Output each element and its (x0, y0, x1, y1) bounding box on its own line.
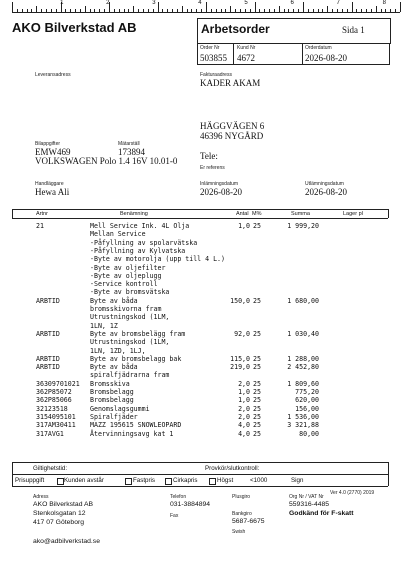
ruler-tick (352, 2, 353, 12)
ruler-number: 5 (244, 0, 248, 6)
description-cell: Bromsskiva (90, 379, 130, 388)
registration-number: EMW469 (35, 147, 71, 157)
ruler-tick (279, 6, 280, 12)
ruler-number: 8 (382, 0, 386, 6)
ruler-tick (356, 9, 357, 12)
description-cell: -Byte av motorolja (upp till 4 L.) (90, 255, 225, 264)
ruler-tick (332, 9, 333, 12)
antal-cell: 115,0 (230, 354, 250, 363)
ruler-tick (376, 6, 377, 12)
ruler-tick (313, 9, 314, 12)
description-cell: -Påfyllning av Kylvatska (90, 246, 186, 255)
ruler-tick (177, 9, 178, 12)
sign-label: Sign (291, 477, 304, 484)
m-cell: 25 (253, 329, 261, 338)
ruler-tick (46, 9, 47, 12)
ruler-tick (293, 9, 294, 12)
ruler-tick (288, 9, 289, 12)
hogst-label: Högst (217, 477, 234, 484)
m-cell: 25 (253, 379, 261, 388)
company-email[interactable]: ako@adbilverkstad.se (33, 538, 100, 545)
description-cell: Byte av båda (90, 363, 138, 372)
ruler-tick (201, 9, 202, 12)
antal-cell: 4,0 (238, 421, 250, 430)
order-box-bottom (197, 64, 390, 65)
artnr-cell: 317AVG1 (36, 429, 64, 438)
summa-cell: 2 452,80 (287, 363, 319, 372)
company-address-1: AKO Bilverkstad AB (33, 501, 94, 508)
description-cell: Bromsbelagg (90, 388, 134, 396)
ruler-tick (259, 9, 260, 12)
ruler-tick (327, 6, 328, 12)
bankgiro-label: Bankgiro (232, 511, 252, 517)
version-label: Ver 4.0 (2770) 2019 (330, 490, 375, 496)
tele-label: Tele: (200, 151, 218, 161)
description-cell: bromsskivorna fram (90, 305, 162, 313)
ruler-tick (104, 9, 105, 12)
description-cell: Genomslagsgummi (90, 404, 150, 413)
customer-street: HÄGGVÄGEN 6 (200, 121, 265, 131)
artnr-cell: ARBTID (36, 354, 60, 363)
antal-cell: 4,0 (238, 429, 250, 438)
m-cell: 25 (253, 404, 261, 413)
ruler-tick (99, 9, 100, 12)
ruler-tick (337, 9, 338, 12)
price-limit: <1000 (250, 477, 268, 484)
artnr-cell: ARBTID (36, 296, 60, 305)
ruler-tick (51, 9, 52, 12)
prisuppgift-label: Prisuppgift (15, 477, 45, 484)
ruler-tick (390, 9, 391, 12)
summa-cell: 620,00 (295, 396, 319, 405)
ruler-tick (196, 9, 197, 12)
summa-cell: 1 809,60 (287, 379, 319, 388)
ruler-tick (191, 9, 192, 12)
orderdatum: 2026-08-20 (305, 53, 347, 63)
ruler-number: 2 (106, 0, 110, 6)
artnr-cell: 3154095101 (36, 412, 76, 421)
ruler-tick (385, 9, 386, 12)
adress-label: Adress (33, 494, 49, 500)
antal-cell: 2,0 (238, 412, 250, 421)
ruler-tick (75, 9, 76, 12)
ruler-tick (167, 9, 168, 12)
description-cell: Bromsbelagg (90, 396, 134, 405)
ruler-tick (90, 9, 91, 12)
hogst-checkbox[interactable] (209, 478, 216, 485)
faktura-label: Fakturaadress (200, 72, 232, 78)
order-box-left (197, 43, 198, 64)
plusgiro-label: Plusgiro (232, 494, 251, 500)
ruler-tick (128, 9, 129, 12)
ruler-tick (162, 9, 163, 12)
fastpris-label: Fastpris (133, 477, 156, 484)
summa-cell: 1 536,00 (287, 412, 319, 421)
artnr-cell: 21 (36, 222, 44, 230)
leveransadress-label: Leveransadress (35, 72, 71, 78)
table-header-left (12, 209, 13, 218)
description-cell: -Service kontroll (90, 280, 158, 289)
referens-label: Er referens (200, 165, 225, 171)
ruler-tick (264, 9, 265, 12)
order-nr-label: Order Nr (200, 45, 220, 51)
orderdatum-label: Orderdatum (305, 45, 332, 51)
ruler-number: 6 (290, 0, 294, 6)
order-box-div1 (233, 43, 234, 64)
col-header-benamning: Benämning (120, 211, 148, 217)
kunden-label: Kunden avstår (64, 477, 104, 484)
ruler-tick (318, 9, 319, 12)
cirkapris-label: Cirkapris (173, 477, 198, 484)
telefon-label: Telefon (170, 494, 187, 500)
antal-cell: 2,0 (238, 379, 250, 388)
ruler-tick (27, 9, 28, 12)
provkor-label: Provkör/slutkontroll: (205, 465, 260, 472)
footer-box-top (12, 462, 388, 463)
col-header-antal: Antal (236, 211, 249, 217)
ruler-tick (12, 2, 13, 12)
ruler-tick (298, 9, 299, 12)
customer-name: KADER AKAM (200, 78, 261, 88)
m-cell: 25 (253, 363, 261, 372)
ruler-tick (235, 9, 236, 12)
ruler-tick (133, 6, 134, 12)
handlaggare: Hewa Ali (35, 187, 70, 197)
ruler-tick (250, 9, 251, 12)
m-cell: 25 (253, 354, 261, 363)
footer-box-right (388, 462, 389, 486)
artnr-cell: ARBTID (36, 329, 60, 338)
col-header-artnr: Artnr (36, 211, 48, 217)
antal-cell: 150,0 (230, 296, 250, 305)
m-cell: 25 (253, 421, 261, 430)
matarstall-label: Mätarställ (118, 141, 140, 147)
footer-box-left (12, 462, 13, 486)
m-cell: 25 (253, 296, 261, 305)
description-cell: Spiralfjäder (90, 412, 138, 421)
ruler-number: 3 (152, 0, 156, 6)
company-address-3: 417 07 Göteborg (33, 519, 85, 526)
description-cell: 1LN, 1ZD, 1LJ, (90, 346, 146, 355)
ruler-tick (322, 9, 323, 12)
ruler-tick (41, 9, 42, 12)
ruler-tick (361, 9, 362, 12)
table-header-bottom (12, 218, 388, 219)
artnr-cell: 362P85066 (36, 396, 72, 405)
footer-box-mid (12, 474, 388, 475)
kund-nr: 4672 (237, 53, 255, 63)
summa-cell: 1 999,20 (287, 222, 319, 230)
ruler-tick (65, 9, 66, 12)
customer-city: 46396 NYGÅRD (200, 131, 264, 141)
ruler-tick (274, 9, 275, 12)
description-cell: Utrustningskod (1LM, (90, 338, 170, 347)
summa-cell: 156,00 (295, 404, 319, 413)
inlamning-date: 2026-08-20 (200, 187, 242, 197)
matarstall: 173894 (118, 147, 145, 157)
m-cell: 25 (253, 388, 261, 396)
company-address-2: Stenkolsgatan 12 (33, 510, 86, 517)
antal-cell: 2,0 (238, 404, 250, 413)
ruler-tick (158, 2, 159, 12)
ruler-tick (124, 9, 125, 12)
ruler-tick (284, 9, 285, 12)
description-cell: Återvinningsavg kat 1 (90, 429, 174, 438)
ruler-tick (225, 9, 226, 12)
description-cell: -Byte av bromsvätska (90, 288, 170, 297)
col-header-lager: Lager pl (343, 211, 363, 217)
description-cell: -Byte av oljeplugg (90, 271, 162, 280)
ruler-tick (153, 9, 154, 12)
inlamning-label: Inlämningsdatum (200, 181, 239, 187)
order-box-right (389, 43, 390, 64)
ruler-tick (17, 9, 18, 12)
ruler-tick (56, 9, 57, 12)
utlamning-label: Utlämningsdatum (305, 181, 344, 187)
col-header-summa: Summa (291, 211, 310, 217)
ruler-tick (255, 2, 256, 12)
ruler-tick (221, 9, 222, 12)
ruler-tick (240, 9, 241, 12)
ruler-number: 4 (198, 0, 202, 6)
antal-cell: 1,0 (238, 222, 250, 230)
fax-label: Fax (170, 513, 179, 519)
footer-box-bottom (12, 486, 388, 487)
description-cell: MAZZ 195615 SNOWLEOPARD (90, 421, 182, 430)
company-name: AKO Bilverkstad AB (12, 20, 137, 35)
artnr-cell: 36309701021 (36, 379, 80, 388)
artnr-cell: 362P85072 (36, 388, 72, 396)
ruler-tick (187, 9, 188, 12)
ruler-tick (216, 9, 217, 12)
ruler-tick (303, 2, 304, 12)
order-box-top (197, 43, 390, 44)
summa-cell: 1 680,00 (287, 296, 319, 305)
description-cell: Utrustningskod (1LM, (90, 313, 170, 322)
order-nr: 503855 (200, 53, 227, 63)
bilappgifter-label: Bilappgifter (35, 141, 61, 147)
ruler-tick (114, 9, 115, 12)
description-cell: 1LN, 1Z (90, 321, 118, 330)
bankgiro: 5687-6675 (232, 518, 265, 525)
ruler-tick (119, 9, 120, 12)
utlamning-date: 2026-08-20 (305, 187, 347, 197)
ruler (12, 0, 400, 13)
cirkapris-checkbox[interactable] (165, 478, 172, 485)
ruler-tick (172, 9, 173, 12)
ruler-tick (94, 9, 95, 12)
ruler-number: 7 (336, 0, 340, 6)
ruler-tick (342, 9, 343, 12)
ruler-tick (381, 9, 382, 12)
ruler-tick (230, 6, 231, 12)
ruler-tick (211, 9, 212, 12)
description-cell: Byte av båda (90, 296, 138, 305)
artnr-cell: 32123518 (36, 404, 68, 413)
description-cell: Byte av bromsbelagg bak (90, 354, 182, 363)
summa-cell: 3 321,88 (287, 421, 319, 430)
antal-cell: 92,0 (234, 329, 250, 338)
ruler-tick (269, 9, 270, 12)
ruler-tick (22, 9, 23, 12)
ruler-tick (36, 6, 37, 12)
ruler-tick (308, 9, 309, 12)
ruler-tick (366, 9, 367, 12)
summa-cell: 1 288,00 (287, 354, 319, 363)
order-box-div2 (302, 43, 303, 64)
ruler-tick (138, 9, 139, 12)
ruler-tick (395, 9, 396, 12)
ruler-tick (85, 6, 86, 12)
description-cell: Mell Service Ink. 4L Olja (90, 222, 190, 230)
ruler-tick (148, 9, 149, 12)
kunden-checkbox[interactable] (57, 478, 64, 485)
description-cell: Byte av bromsbelägg fram (90, 329, 186, 338)
antal-cell: 219,0 (230, 363, 250, 372)
table-header-right (388, 209, 389, 218)
col-header-m: M% (252, 211, 262, 217)
orgnr-label: Org Nr / VAT Nr (289, 494, 324, 500)
summa-cell: 80,00 (299, 429, 319, 438)
kund-nr-label: Kund Nr (237, 45, 256, 51)
ruler-tick (70, 9, 71, 12)
page-label: Sida 1 (342, 25, 365, 35)
m-cell: 25 (253, 396, 261, 405)
m-cell: 25 (253, 222, 261, 230)
m-cell: 25 (253, 429, 261, 438)
telefon: 031-3884894 (170, 501, 211, 508)
vehicle-model: VOLKSWAGEN Polo 1.4 16V 10.01-0 (35, 156, 178, 166)
swish-label: Swish (232, 529, 246, 535)
ruler-tick (371, 9, 372, 12)
ruler-tick (206, 2, 207, 12)
table-header-top (12, 209, 388, 210)
giltighet-label: Giltighetstid: (33, 465, 68, 472)
ruler-tick (400, 2, 401, 12)
ruler-number: 1 (60, 0, 64, 6)
document-title: Arbetsorder (201, 22, 270, 36)
description-cell: -Byte av oljefilter (90, 263, 166, 272)
description-cell: spiralfjädrarna fram (90, 371, 170, 380)
summa-cell: 775,20 (295, 388, 319, 396)
ruler-tick (182, 6, 183, 12)
artnr-cell: ARBTID (36, 363, 60, 372)
ruler-tick (143, 9, 144, 12)
orgnr: 559316-4485 (289, 501, 330, 508)
ruler-tick (245, 9, 246, 12)
fskatt-label: Godkänd för F-skatt (289, 510, 354, 517)
ruler-tick (347, 9, 348, 12)
handlaggare-label: Handläggare (35, 181, 64, 187)
description-cell: Mellan Service (90, 230, 146, 239)
fastpris-checkbox[interactable] (125, 478, 132, 485)
ruler-tick (80, 9, 81, 12)
artnr-cell: 317AM30411 (36, 421, 76, 430)
summa-cell: 1 030,40 (287, 329, 319, 338)
antal-cell: 1,0 (238, 388, 250, 396)
ruler-tick (31, 9, 32, 12)
antal-cell: 1,0 (238, 396, 250, 405)
description-cell: -Påfyllning av spolarvätska (90, 238, 198, 247)
m-cell: 25 (253, 412, 261, 421)
